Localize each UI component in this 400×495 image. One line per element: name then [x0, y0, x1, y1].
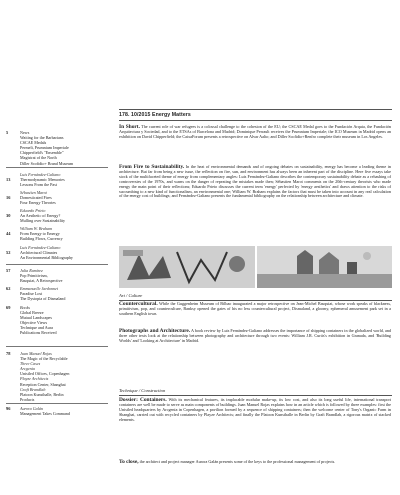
divider — [6, 167, 108, 168]
sustainability-lead: From Fire to Sustainability. — [119, 164, 185, 170]
toc-line: Three Cases — [20, 361, 41, 367]
toc-line: Paradise Lost — [20, 291, 43, 297]
header-rule — [119, 120, 392, 121]
toc-line: The Dystopia of Dismaland — [20, 296, 66, 302]
toc-line: Mulling over Sustainability — [20, 218, 66, 224]
toc-line: Basquiat, A Retrospective — [20, 278, 63, 284]
toc-line: Building Flows, Currency — [20, 236, 63, 242]
closing-paragraph — [119, 460, 391, 465]
toc-line: The Magic of the Recyclable — [20, 356, 68, 362]
toc-line: Pop Primitivism, — [20, 273, 48, 279]
section-label-art: Art / Culture — [119, 293, 143, 298]
toc-author: Aurora Galán — [20, 406, 43, 411]
toc-page-number: 30 — [6, 213, 11, 218]
closing-lead: To close, — [119, 459, 139, 465]
toc-line: Unistled Offices, Copenhagen — [20, 371, 70, 377]
toc-line: Architectural Climates — [20, 250, 58, 256]
photography-lead: Photographs and Architecture. — [119, 328, 191, 334]
toc-line: Objective Views — [20, 320, 48, 326]
header-rule — [119, 109, 392, 110]
intro-text: The current role of war refugees is a colossal challenge to the cohesion of the EU; the CSCAE Medal goes to the Fundación Arquia, the Fundación Arquitectura y Sociedad, and to the ETSAs of Barcelona and Madrid; Dominique Perrault receives the Prumnium Imperiale; the ICO Museum in Madrid opens an exhibition on David Chipperfield; the CaixaForum presents a retrospective on Alvar Aalto; and Diller Scofidio+Renfro complete their museum in Los Angeles. — [119, 124, 392, 139]
toc-page-number: 13 — [6, 177, 11, 182]
toc-line: Reception Center, Shanghai — [20, 381, 66, 387]
dossier-text: With its mechanical features, its implacable modular make-up, its low cost, and also its long useful life, international transport containers are well be made to serve as main components of buildings. Juan Manuel Rojas explains how in an article which is followed by three examples: first the Unistled headquarters by Arcgenia in Copenhagen, a pavilion formed by a sequence of shipping containers; then the welcome center of Tony's Organic Farm in Shanghai, carried out with recycled containers by Playze Architects; and finally the Platoon Kunsthalle in Berlin by Graft Brandlab, a rigorous matrix of stacked elements. — [119, 397, 391, 422]
divider — [6, 346, 108, 347]
intro-lead: In Short. — [119, 124, 140, 130]
photography-paragraph — [119, 329, 391, 344]
toc-author: Juan Manuel Rojas — [20, 351, 52, 356]
toc-line: Thermodynamic Memories — [20, 177, 65, 183]
section-label-tech: Technique / Construction — [119, 388, 166, 393]
toc-line: Domesticated Fires — [20, 195, 52, 201]
dismaland-photo — [257, 246, 392, 288]
toc-line: Lessons From the Past — [20, 182, 57, 188]
toc-line: An Aesthetic of Energy? — [20, 213, 61, 219]
toc-line: Playze Architects — [20, 376, 49, 382]
sustainability-text: In the heat of environmental demands and of ongoing debates on sustainability, energy has become a leading theme in architecture. But far from being a new issue, the reflection on fire, sun, and environment has always been an inherent part of the discipline. Here five essays take stock of the multifaceted theme of energy from complementary angles: Luis Fernández-Galiano describes the contemporary sustainability debate as a rehashing of controversies of the 1970s, and warns on the danger of repeating the mistakes made then; Sébastien Marot comments on the 20th-century theorists who made energy the main point of their reflections; Eduardo Prieto discusses the current term 'energy' perfected by 'energy aesthetics' and draws attention to the risks of succumbing to a new kind of functionalism, an environmental one; William W. Braham explains the factors that must be taken into account in any real calculation of the energy cost of buildings; and Fernández-Galiano presents the fundamental bibliography on the relationship between architecture and climate. — [119, 164, 391, 199]
toc-author: Julia Ramírez — [20, 268, 43, 273]
toc-line: Platoon Kunsthalle, Berlin — [20, 391, 64, 397]
toc-line: Chipperfield's "Ensemble" — [20, 150, 64, 156]
toc-line: Publications Received — [20, 330, 57, 336]
dossier-paragraph — [119, 398, 391, 423]
photography-text: A book review by Luis Fernández-Galiano addresses the importance of shipping containers in the globalized world, and three other texts look at the relationship between photography and architecture through two events: William J.R. Curtis's exhibition in Granada, and 'Building Worlds' and 'Looking at Architecture' in Madrid. — [119, 328, 391, 343]
toc-line: Management Takes Command — [20, 411, 70, 417]
toc-line: Diller Scofidio+ Brand Museum — [20, 160, 74, 166]
toc-page-number: 52 — [6, 250, 11, 255]
toc-page-number: 16 — [6, 195, 11, 200]
toc-line: Waiting for the Barbarians — [20, 135, 64, 141]
toc-author: Eduardo Prieto — [20, 208, 46, 213]
toc-author: Luis Fernández-Galiano — [20, 245, 61, 250]
divider — [6, 403, 108, 404]
intro-paragraph — [119, 125, 391, 140]
toc-line: Arcgenia — [20, 366, 35, 372]
countercultural-lead: Countercultural. — [119, 301, 158, 307]
toc-line: Technique and Aura — [20, 325, 53, 331]
divider — [6, 264, 108, 265]
toc-line: Permeli, Prumnium Imperiale — [20, 145, 69, 151]
toc-line: Products — [20, 396, 35, 402]
toc-author: Sébastien Marot — [20, 190, 47, 195]
closing-text: the architect and project manager Aurora Galán presents some of the keys to the professional management of projects. — [139, 459, 336, 464]
countercultural-paragraph — [119, 302, 391, 317]
sustainability-paragraph — [119, 165, 391, 199]
toc-page-number: 5 — [6, 130, 9, 135]
toc-line: Graft Brandlab — [20, 386, 46, 392]
toc-author: William W. Braham — [20, 226, 53, 231]
toc-line: An Environmental Bibliography — [20, 255, 73, 261]
toc-page-number: 44 — [6, 231, 11, 236]
toc-page-number: 96 — [6, 406, 11, 411]
toc-page-number: 62 — [6, 286, 11, 291]
toc-author: Books — [20, 305, 31, 310]
toc-author: Emmanuelle Jardonnet — [20, 286, 58, 291]
toc-page-number: 78 — [6, 351, 11, 356]
toc-line: From Energy to Emergy — [20, 231, 60, 237]
countercultural-text: While the Guggenheim Museum of Bilbao inaugurated a major retrospective on Jean-Michel Basquiat, whose work speaks of blackness, primitivism, pop, and counterculture, Banksy opened the gates of his no less countercultural project, Dismaland, a gloomy, ephemeral amusement park set in a southern English town. — [119, 301, 391, 316]
toc-author: Luis Fernández-Galiano — [20, 172, 61, 177]
issue-title: 178. 10/2015 Energy Matters — [119, 112, 191, 118]
section-rule — [119, 395, 392, 396]
toc-line: Global Breeze — [20, 310, 44, 316]
toc-line: CSCAE Medals — [20, 140, 47, 146]
toc-line: Four Energy Theories — [20, 200, 56, 206]
toc-page-number: 57 — [6, 268, 11, 273]
toc-line: Mutual Landscapes — [20, 315, 52, 321]
toc-page-number: 69 — [6, 305, 11, 310]
dossier-lead: Dossier: Containers. — [119, 397, 167, 403]
toc-line: Magistrat of the North — [20, 155, 57, 161]
basquiat-artwork-image — [119, 246, 255, 288]
toc-line: News — [20, 130, 30, 135]
